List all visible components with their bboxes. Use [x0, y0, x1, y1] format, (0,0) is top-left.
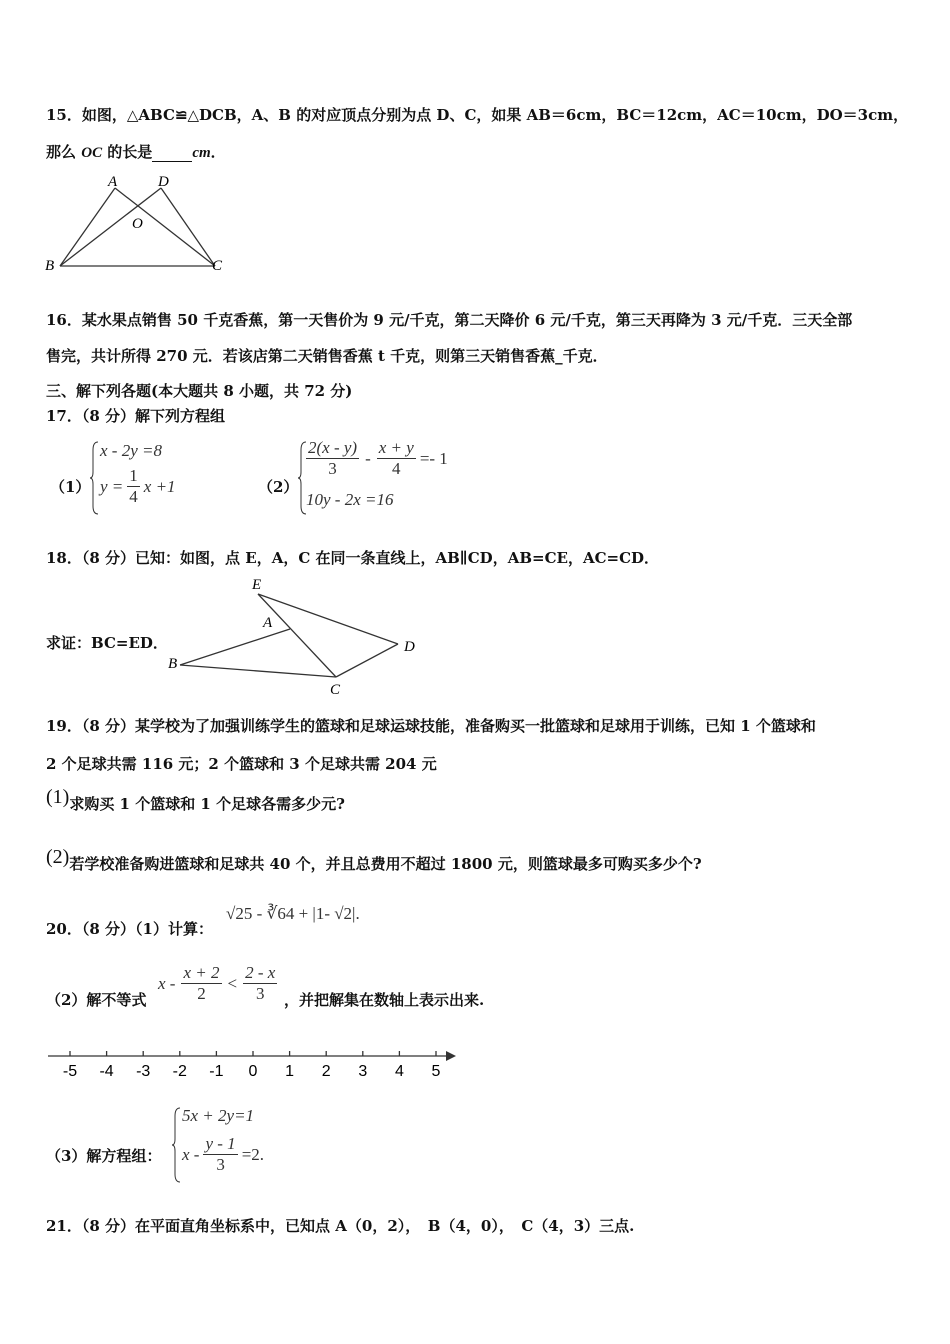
q15-label-c: C — [212, 258, 223, 274]
axis-tick-label: 0 — [248, 1063, 258, 1080]
q15-label-d: D — [158, 174, 169, 190]
q19-line2: 2 个足球共需 116 元；2 个篮球和 3 个足球共需 204 元 — [46, 755, 437, 773]
q18-label-e: E — [252, 577, 262, 593]
q18-label-d: D — [404, 639, 415, 655]
axis-tick-label: 2 — [321, 1063, 331, 1080]
q19-line1: 19．（8 分）某学校为了加强训练学生的篮球和足球运球技能，准备购买一批篮球和足球用于训练，已知 1 个篮球和 — [46, 717, 816, 735]
q18-label-a: A — [263, 615, 273, 631]
axis-tick-label: -5 — [62, 1063, 78, 1080]
q17-part1-eq1: x - 2y =8 — [100, 441, 162, 460]
q17-part1-label: （1） — [50, 478, 91, 496]
q20-part1-expr: √25 - ∛64 + |1- √2|. — [226, 904, 360, 923]
q17-part2-eq1: $\frac{2(x - y)}{3}$ - $\frac{x + y}{4}$ =- 1 — [308, 438, 448, 478]
axis-tick-label: -2 — [172, 1063, 187, 1080]
axis-tick-label: 4 — [394, 1063, 404, 1080]
q17-brace-1 — [90, 440, 100, 516]
q15-label-o: O — [132, 216, 143, 232]
q15-label-a: A — [108, 174, 118, 190]
q17-title: 17．（8 分）解下列方程组 — [46, 407, 226, 425]
q20-part2-label: （2）解不等式 — [46, 991, 147, 1009]
q20-part3-eq1: 5x + 2y=1 — [182, 1106, 255, 1125]
q17-part1-eq2: y = $\frac{1}{4}$ x +1 — [100, 466, 176, 506]
q20-part3-eq2: x - $\frac{y - 1}{3}$ =2 . — [182, 1134, 265, 1174]
q17-part2-label: （2） — [258, 478, 299, 496]
q15-line2: 那么 OC 的长是 cm． — [46, 143, 226, 161]
q15-line1: 15．如图，△ABC≌△DCB，A、B 的对应顶点分别为点 D、C，如果 AB＝6cm，BC＝12cm，AC＝10cm，DO＝3cm， — [46, 106, 909, 124]
q17-part2-eq2: 10y - 2x =16 — [306, 490, 394, 509]
axis-tick-label: -1 — [209, 1063, 224, 1080]
q15-label-b: B — [45, 258, 55, 274]
q20-part3-label: （3）解方程组： — [46, 1147, 162, 1165]
q19-part2: (2)若学校准备购进篮球和足球共 40 个，并且总费用不超过 1800 元，则篮球最多可购买多少个? — [46, 846, 702, 873]
q18-prove: 求证：BC=ED． — [46, 634, 168, 652]
q20-number-line — [44, 1042, 464, 1082]
q16-line2: 售完，共计所得 270 元．若该店第二天销售香蕉 t 千克，则第三天销售香蕉_千克． — [46, 347, 608, 365]
axis-tick-label: -4 — [99, 1063, 114, 1080]
q18-figure — [160, 572, 430, 697]
axis-tick-label: -3 — [136, 1063, 151, 1080]
q18-label-c: C — [330, 682, 341, 697]
q18-label-b: B — [168, 656, 178, 672]
q15-figure — [40, 168, 240, 278]
q20-part2-inequality: x - $\frac{x + 2}{2}$ < $\frac{2 - x}{3}$ — [158, 963, 276, 1003]
q20-part1-label: 20．（8 分）（1）计算： — [46, 920, 213, 938]
q19-part1: (1)求购买 1 个篮球和 1 个足球各需多少元? — [46, 786, 345, 813]
axis-tick-label: 5 — [431, 1063, 441, 1080]
q20-part2-tail: ，并把解集在数轴上表示出来. — [284, 991, 485, 1009]
axis-tick-label: 1 — [285, 1063, 295, 1080]
q20-brace — [172, 1106, 182, 1184]
section-3-heading: 三、解下列各题(本大题共 8 小题，共 72 分) — [46, 382, 353, 400]
q18-title: 18．（8 分）已知：如图，点 E，A，C 在同一条直线上，AB∥CD，AB=CE，AC=CD． — [46, 549, 660, 567]
q21-line1: 21．（8 分）在平面直角坐标系中，已知点 A（0，2）， B（4，0）， C（4，3）三点. — [46, 1217, 635, 1235]
axis-tick-label: 3 — [358, 1063, 368, 1080]
q16-line1: 16．某水果点销售 50 千克香蕉，第一天售价为 9 元/千克，第二天降价 6 元/千克，第三天再降为 3 元/千克．三天全部 — [46, 311, 853, 329]
